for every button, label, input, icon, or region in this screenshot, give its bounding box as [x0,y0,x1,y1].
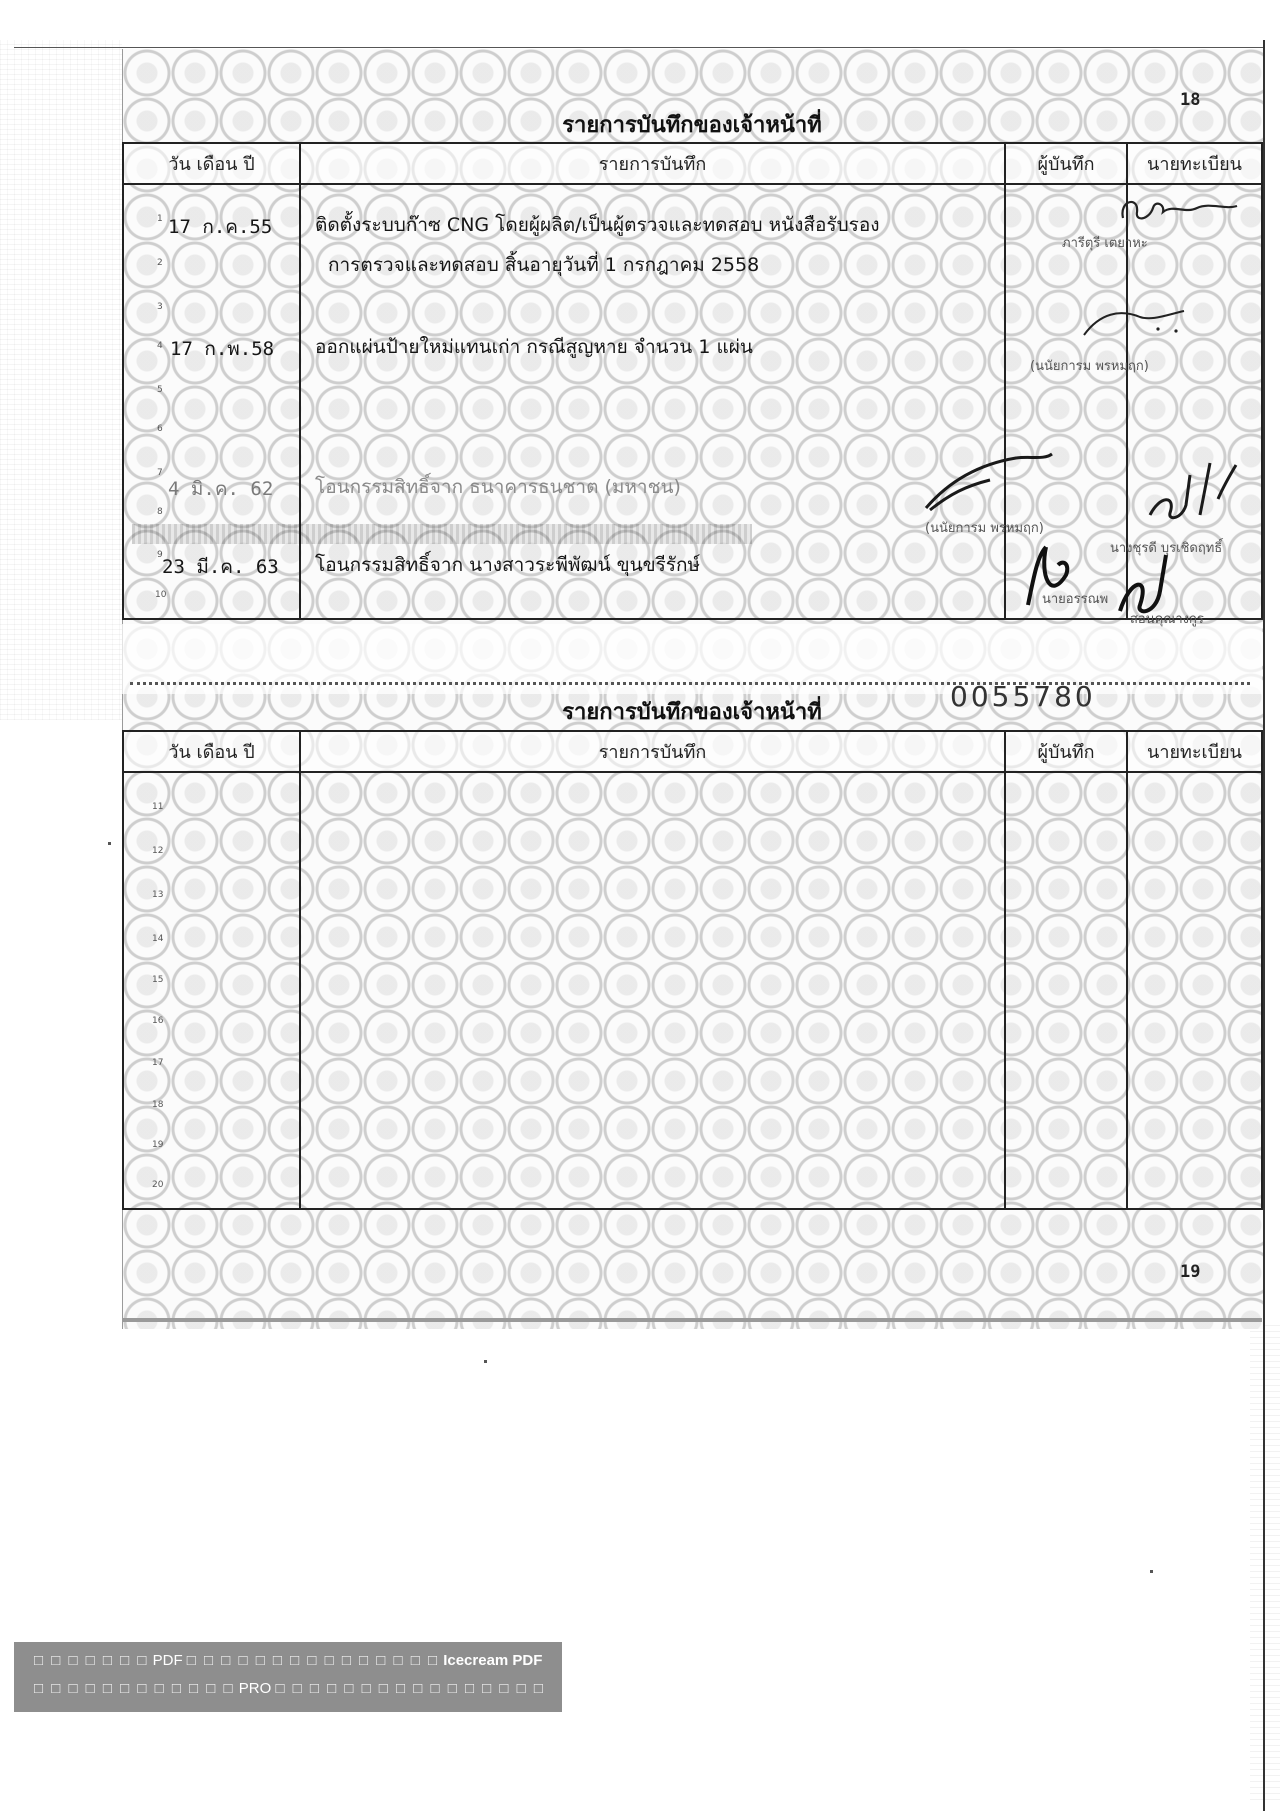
watermark-pdf: PDF [152,1652,183,1669]
scan-noise-right [1250,1320,1280,1800]
registrar-signature [1110,545,1180,625]
row-number: 15 [152,975,164,985]
scan-speck [1150,1570,1153,1573]
entry-text: ออกแผ่นป้ายใหม่แทนเก่า กรณีสูญหาย จำนวน 1 แผ่น [315,336,753,358]
sheet-bottom-edge [122,1318,1262,1322]
watermark-pro: PRO [238,1680,272,1697]
row-number: 8 [157,507,163,517]
page-number-top: 18 [1180,90,1201,110]
row-number: 10 [155,590,167,600]
row-number: 9 [157,550,163,560]
watermark-brand: Icecream PDF [443,1652,543,1669]
row-number: 1 [157,214,163,224]
section-title-lower: รายการบันทึกของเจ้าหน้าที่ [562,699,822,725]
column-header-entry: รายการบันทึก [300,731,1005,772]
entry-text: ติดตั้งระบบก๊าซ CNG โดยผู้ผลิต/เป็นผู้ตรวจและทดสอบ หนังสือรับรอง [315,214,880,236]
entry-text: การตรวจและทดสอบ สิ้นอายุวันที่ 1 กรกฎาคม 2558 [328,254,760,276]
row-number: 6 [157,424,163,434]
row-number: 11 [152,802,164,812]
row-number: 20 [152,1180,164,1190]
row-number: 17 [152,1058,164,1068]
row-number: 14 [152,934,164,944]
serial-number-fragment: 0055780 [950,680,1096,713]
row-number: 12 [152,846,164,856]
watermark-glyphs: □ □ □ □ □ □ □ □ □ □ □ □ [34,1680,235,1697]
recorder-name-stamp: ภารีตุรี เตยาหะ [1062,236,1148,251]
entry-text: โอนกรรมสิทธิ์จาก ธนาคารธนชาต (มหาชน) [315,476,681,498]
redacted-strip [132,524,752,544]
row-number: 19 [152,1140,164,1150]
section-title-upper: รายการบันทึกของเจ้าหน้าที่ [562,112,822,138]
row-number: 4 [157,341,163,351]
watermark-glyphs: □ □ □ □ □ □ □ [34,1652,149,1669]
recorder-signature [1020,535,1080,615]
column-header-entry: รายการบันทึก [300,143,1005,184]
row-number: 3 [157,302,163,312]
column-header-recorder: ผู้บันทึก [1005,731,1127,772]
row-number: 18 [152,1100,164,1110]
recorder-signature [1080,305,1190,345]
column-header-date: วัน เดือน ปี [123,143,300,184]
scan-speck [108,842,111,845]
watermark-glyphs: □ □ □ □ □ □ □ □ □ □ □ □ □ □ □ □ [275,1680,545,1697]
row-number: 16 [152,1016,164,1026]
entry-text: โอนกรรมสิทธิ์จาก นางสาวระพีพัฒน์ ขุนขรีรักษ์ [315,554,701,576]
top-rule [14,47,1264,48]
column-header-registrar: นายทะเบียน [1127,731,1262,772]
recorder-name-stamp: (นนัยการม พรหมฤก) [925,521,1044,536]
registrar-signature [1140,455,1240,530]
page-number-bottom: 19 [1180,1262,1201,1282]
registrar-name-stamp: นางชุรดี บุรเชิดฤทธิ์ [1110,541,1223,556]
row-number: 2 [157,258,163,268]
row-number: 7 [157,468,163,478]
registrar-name-stamp: สอนคุณางกูร [1130,612,1204,627]
records-table-lower [122,730,1263,1210]
column-header-registrar: นายทะเบียน [1127,143,1262,184]
column-header-recorder: ผู้บันทึก [1005,143,1127,184]
entry-date: 17 ก.พ.58 [170,338,275,360]
scan-speck [484,1360,487,1363]
registrar-signature [1115,190,1240,235]
watermark-glyphs: □ □ □ □ □ □ □ □ □ □ □ □ □ □ □ [186,1652,440,1669]
column-header-date: วัน เดือน ปี [123,731,300,772]
row-number: 5 [157,385,163,395]
recorder-name-stamp: นายอรรณพ [1042,592,1109,607]
recorder-signature [920,450,1060,525]
entry-date: 23 มี.ค. 63 [162,556,279,578]
scan-noise-left [0,40,122,720]
right-rule [1263,40,1265,1811]
pdf-converter-watermark [14,1642,562,1712]
entry-date: 4 มิ.ค. 62 [168,478,274,500]
entry-date: 17 ก.ค.55 [168,216,273,238]
row-number: 13 [152,890,164,900]
recorder-name-stamp: (นนัยการม พรหมฤก) [1030,359,1149,374]
